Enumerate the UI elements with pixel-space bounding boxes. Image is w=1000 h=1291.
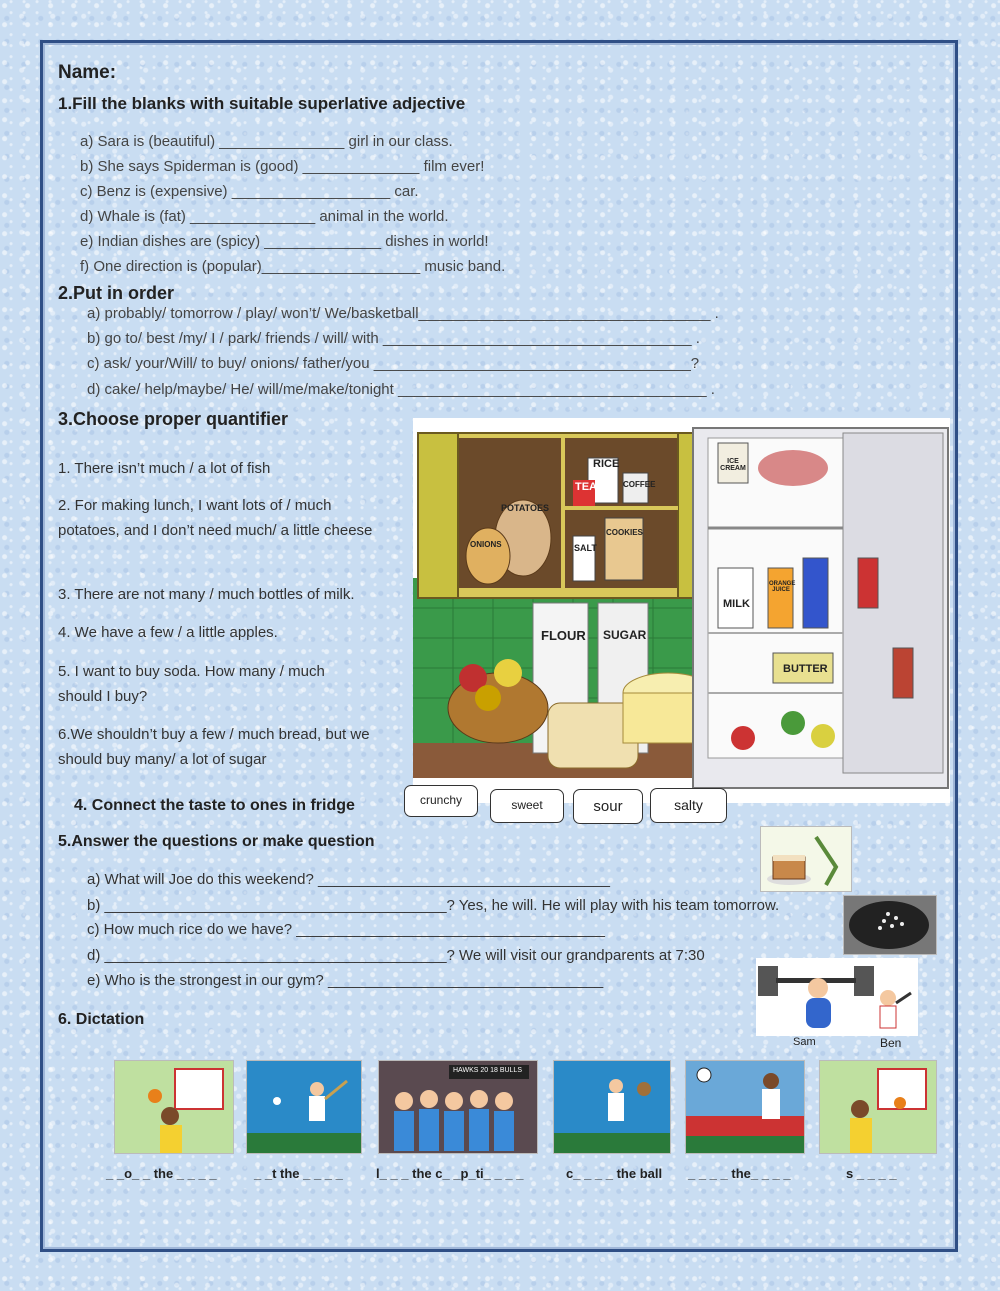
- quantifier-item: 2. For making lunch, I want lots of / much potatoes, and I don’t need much/ a little cheese: [58, 497, 373, 539]
- label-flour: FLOUR: [541, 628, 586, 643]
- section2-item: a) probably/ tomorrow / play/ won’t/ We/basketball___________________________________ .: [87, 305, 719, 322]
- dictation-picture-2: [246, 1060, 362, 1154]
- dictation-word-5: _ _ _ _ the_ _ _ _: [688, 1166, 791, 1181]
- taste-salty[interactable]: salty: [650, 788, 727, 823]
- dictation-word-2: _ _t the _ _ _ _: [254, 1166, 343, 1181]
- dictation-picture-3: [378, 1060, 538, 1154]
- label-ice-cream: ICE CREAM: [720, 458, 746, 472]
- section1-item: d) Whale is (fat) _______________ animal in the world.: [80, 208, 449, 225]
- label-butter: BUTTER: [783, 663, 828, 675]
- quantifier-item: 3. There are not many / much bottles of milk.: [58, 586, 355, 603]
- section3-title: 3.Choose proper quantifier: [58, 409, 289, 429]
- dictation-word-3: l_ _ _ the c_ _p_ti_ _ _ _: [376, 1166, 524, 1181]
- dictation-picture-6: [819, 1060, 937, 1154]
- section2-title: 2.Put in order: [58, 283, 175, 303]
- dictation-word-6: s _ _ _ _: [846, 1166, 897, 1181]
- label-onions: ONIONS: [470, 540, 502, 549]
- label-orange-juice: ORANGE JUICE: [769, 581, 796, 593]
- label-coffee: COFFEE: [623, 480, 656, 489]
- quantifier-item: 6.We shouldn’t buy a few / much bread, but we should buy many/ a lot of sugar: [58, 726, 370, 768]
- section1-item: b) She says Spiderman is (good) ______________ film ever!: [80, 158, 485, 175]
- section2-item: d) cake/ help/maybe/ He/ will/me/make/tonight _____________________________________ .: [87, 381, 715, 398]
- section4-title: 4. Connect the taste to ones in fridge: [74, 797, 355, 814]
- section2-item: b) go to/ best /my/ I / park/ friends / will/ with _____________________________________ .: [87, 330, 700, 347]
- label-milk: MILK: [723, 598, 750, 610]
- question-item: d) _________________________________________? We will visit our grandparents at 7:30: [87, 947, 705, 964]
- question-item: b) _________________________________________? Yes, he will. He will play with his team tomorrow.: [87, 897, 780, 914]
- dictation-word-4: c_ _ _ _ the ball: [566, 1166, 663, 1181]
- label-sugar: SUGAR: [603, 628, 647, 642]
- person-ben: Ben: [880, 1036, 902, 1050]
- dictation-word-1: _ _o_ _ the _ _ _ _: [106, 1166, 217, 1181]
- section6-title: 6. Dictation: [58, 1011, 145, 1028]
- question-item: a) What will Joe do this weekend? ___________________________________: [87, 871, 610, 888]
- name-label: Name:: [58, 62, 117, 83]
- dictation-picture-5: [685, 1060, 805, 1154]
- label-tea: TEA: [575, 481, 597, 493]
- section1-title: 1.Fill the blanks with suitable superlative adjective: [58, 94, 466, 113]
- question-item: c) How much rice do we have? _____________________________________: [87, 921, 605, 938]
- section1-item: e) Indian dishes are (spicy) ______________ dishes in world!: [80, 233, 489, 250]
- taste-sour[interactable]: sour: [573, 789, 643, 824]
- section5-title: 5.Answer the questions or make question: [58, 833, 375, 850]
- taste-sweet[interactable]: sweet: [490, 789, 564, 823]
- kitchen-illustration: [413, 418, 950, 803]
- section1-item: c) Benz is (expensive) ___________________ car.: [80, 183, 419, 200]
- taste-crunchy[interactable]: crunchy: [404, 785, 478, 817]
- cake-picture: [760, 826, 852, 892]
- dictation-picture-4: [553, 1060, 671, 1154]
- quantifier-item: 5. I want to buy soda. How many / much should I buy?: [58, 663, 325, 705]
- quantifier-item: 4. We have a few / a little apples.: [58, 624, 278, 641]
- dictation-picture-1: [114, 1060, 234, 1154]
- label-potatoes: POTATOES: [501, 503, 550, 513]
- section2-item: c) ask/ your/Will/ to buy/ onions/ father/you ______________________________________?: [87, 355, 700, 372]
- section1-item: a) Sara is (beautiful) _______________ girl in our class.: [80, 133, 453, 150]
- person-sam: Sam: [793, 1036, 816, 1048]
- scoreboard: HAWKS 20 18 BULLS: [453, 1067, 522, 1074]
- question-item: e) Who is the strongest in our gym? _________________________________: [87, 972, 604, 989]
- label-rice: RICE: [593, 458, 620, 470]
- section1-item: f) One direction is (popular)___________________ music band.: [80, 258, 506, 275]
- quantifier-item: 1. There isn’t much / a lot of fish: [58, 460, 271, 477]
- weightlifters-picture: [756, 958, 918, 1036]
- label-cookies: COOKIES: [606, 528, 643, 537]
- rice-picture: [843, 895, 937, 955]
- label-salt: SALT: [574, 543, 597, 553]
